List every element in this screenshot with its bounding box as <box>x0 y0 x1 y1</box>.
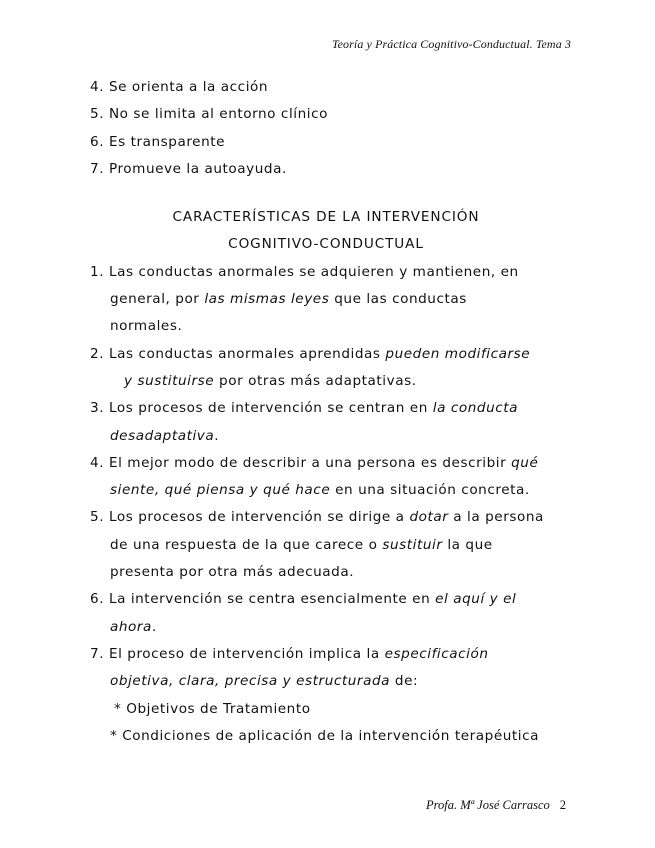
list-item-2-line <box>90 341 570 368</box>
emphasis: las mismas leyes <box>204 291 330 308</box>
text: . <box>214 427 220 444</box>
text: en una situación concreta. <box>330 482 530 499</box>
text: general, por <box>110 291 205 308</box>
emphasis: la conducta <box>432 400 519 417</box>
list-item-7-line <box>90 641 570 668</box>
emphasis: pueden modificarse <box>385 345 531 362</box>
intro-list-item: 5. No se limita al entorno clínico <box>90 106 328 123</box>
emphasis: desadaptativa <box>110 427 215 444</box>
text: 7. El proceso de intervención implica la <box>90 645 385 662</box>
list-item-5-line: presenta por otra más adecuada. <box>110 564 355 581</box>
list-item-4-line <box>90 450 570 477</box>
list-item-2-line <box>90 368 570 395</box>
text: . <box>151 618 157 635</box>
running-header: Teoría y Práctica Cognitivo-Conductual. Tema 3 <box>331 37 571 51</box>
section-title: CARACTERÍSTICAS DE LA INTERVENCIÓN <box>172 209 480 226</box>
list-item-1-line <box>90 286 570 313</box>
text: que las conductas <box>329 291 467 308</box>
emphasis: siente, qué piensa y qué hace <box>110 482 331 499</box>
author-name: Profa. Mª José Carrasco <box>425 798 550 812</box>
text: de una respuesta de la que carece o <box>110 536 383 553</box>
list-item-1-line: normales. <box>110 318 183 335</box>
page-number: 2 <box>559 798 566 812</box>
bullet-item: * Objetivos de Tratamiento <box>114 700 311 717</box>
emphasis: ahora <box>110 618 152 635</box>
list-item-7-line <box>90 668 570 695</box>
list-item-5-line <box>90 504 570 531</box>
text: 6. La intervención se centra esencialmente en <box>90 591 436 608</box>
list-item-3-line <box>90 395 570 422</box>
bullet-item: * Condiciones de aplicación de la intervención terapéutica <box>110 727 540 744</box>
emphasis: dotar <box>409 509 449 526</box>
spacer <box>90 183 570 204</box>
emphasis: qué <box>511 454 539 471</box>
list-item-4-line <box>90 477 570 504</box>
text: 4. El mejor modo de describir a una persona es describir <box>90 454 512 471</box>
list-item-5-line <box>90 532 570 559</box>
text: 5. Los procesos de intervención se dirige a <box>90 509 410 526</box>
text: a la persona <box>448 509 544 526</box>
text: 2. Las conductas anormales aprendidas <box>90 345 386 362</box>
list-item-6-line <box>90 586 570 613</box>
list-item-6-line <box>90 614 570 641</box>
emphasis: objetiva, clara, precisa y estructurada <box>110 673 391 690</box>
list-item-3-line <box>90 423 570 450</box>
page-footer <box>426 798 566 813</box>
intro-list-item: 4. Se orienta a la acción <box>90 79 269 95</box>
section-title: COGNITIVO-CONDUCTUAL <box>228 236 424 253</box>
document-body <box>90 74 570 750</box>
intro-list-item: 7. Promueve la autoayuda. <box>90 160 287 177</box>
text: por otras más adaptativas. <box>214 372 417 389</box>
list-item-1-line: 1. Las conductas anormales se adquieren y mantienen, en <box>90 263 519 280</box>
emphasis: el aquí y el <box>435 591 517 608</box>
intro-list-item: 6. Es transparente <box>90 133 226 150</box>
emphasis: y sustituirse <box>124 372 215 389</box>
emphasis: especificación <box>384 645 489 662</box>
text: de: <box>390 673 419 690</box>
text: la que <box>442 536 493 553</box>
emphasis: sustituir <box>382 536 443 553</box>
text: 3. Los procesos de intervención se centran en <box>90 400 433 417</box>
